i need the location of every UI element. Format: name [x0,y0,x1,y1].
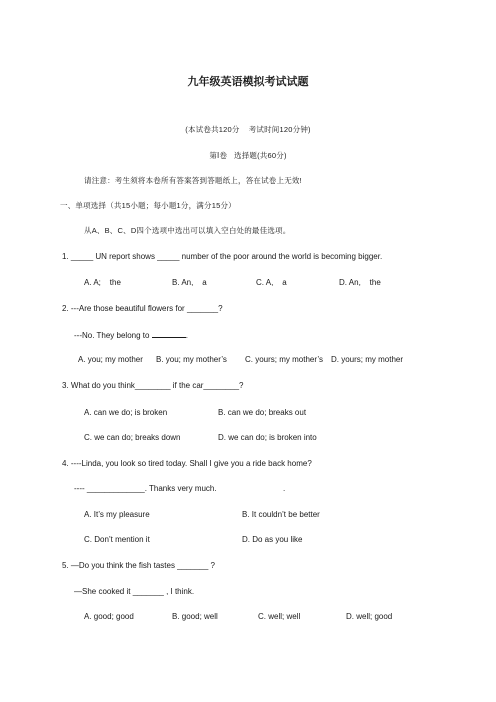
question-5-line-2: —She cooked it _______ , I think. [74,587,195,596]
question-5-option-d: D. well; good [346,612,393,621]
answer-blank [152,329,186,338]
question-2-option-b: B. you; my mother’s [156,355,227,364]
question-4-line-2: ---- _____________. Thanks very much. [74,484,217,493]
question-1-option-d: D. An, the [339,278,381,287]
question-3-option-b: B. can we do; breaks out [218,408,307,417]
question-2-option-d: D. yours; my mother [331,355,404,364]
question-4-option-d: D. Do as you like [242,535,303,544]
exam-title: 九年级英语模拟考试试题 [187,76,309,88]
question-1-option-b: B. An, a [172,278,207,287]
question-4-stem: 4. ----Linda, you look so tired today. Shall I give you a ride back home? [62,459,312,468]
question-2-line-2 [74,329,188,341]
question-4-line-2-end: . [283,484,286,493]
part-one-heading: 一、单项选择（共15小题；每小题1分，满分15分） [60,201,236,210]
question-2-line-2-end: . [185,331,188,340]
instruction: 从A、B、C、D四个选项中选出可以填入空白处的最佳选项。 [84,226,291,235]
question-2-line-2-text: ---No. They belong to [74,331,150,340]
question-3-option-c: C. we can do; breaks down [84,433,181,442]
question-2-option-c: C. yours; my mother’s [245,355,323,364]
notice: 请注意：考生须将本卷所有答案答到答题纸上，答在试卷上无效! [84,176,302,185]
section-header: 第Ⅰ卷 选择题(共60分) [209,151,287,160]
question-4-option-b: B. It couldn’t be better [242,510,320,519]
question-4-option-a: A. It’s my pleasure [84,510,150,519]
question-2-option-a: A. you; my mother [78,355,143,364]
question-5-option-a: A. good; good [84,612,134,621]
question-1-option-a: A. A; the [84,278,121,287]
question-1-option-c: C. A, a [256,278,287,287]
question-5-option-b: B. good; well [172,612,218,621]
question-5-option-c: C. well; well [258,612,301,621]
question-5-stem: 5. —Do you think the fish tastes _______ ? [62,561,215,570]
question-4-option-c: C. Don’t mention it [84,535,150,544]
question-3-option-a: A. can we do; is broken [84,408,168,417]
question-3-option-d: D. we can do; is broken into [218,433,317,442]
question-3-stem: 3. What do you think________ if the car________? [62,381,244,390]
question-1-stem: 1. _____ UN report shows _____ number of the poor around the world is becoming bigger. [62,252,383,261]
exam-info: (本试卷共120分 考试时间120分钟) [185,125,311,134]
question-2-stem: 2. ---Are those beautiful flowers for _______? [62,304,223,313]
